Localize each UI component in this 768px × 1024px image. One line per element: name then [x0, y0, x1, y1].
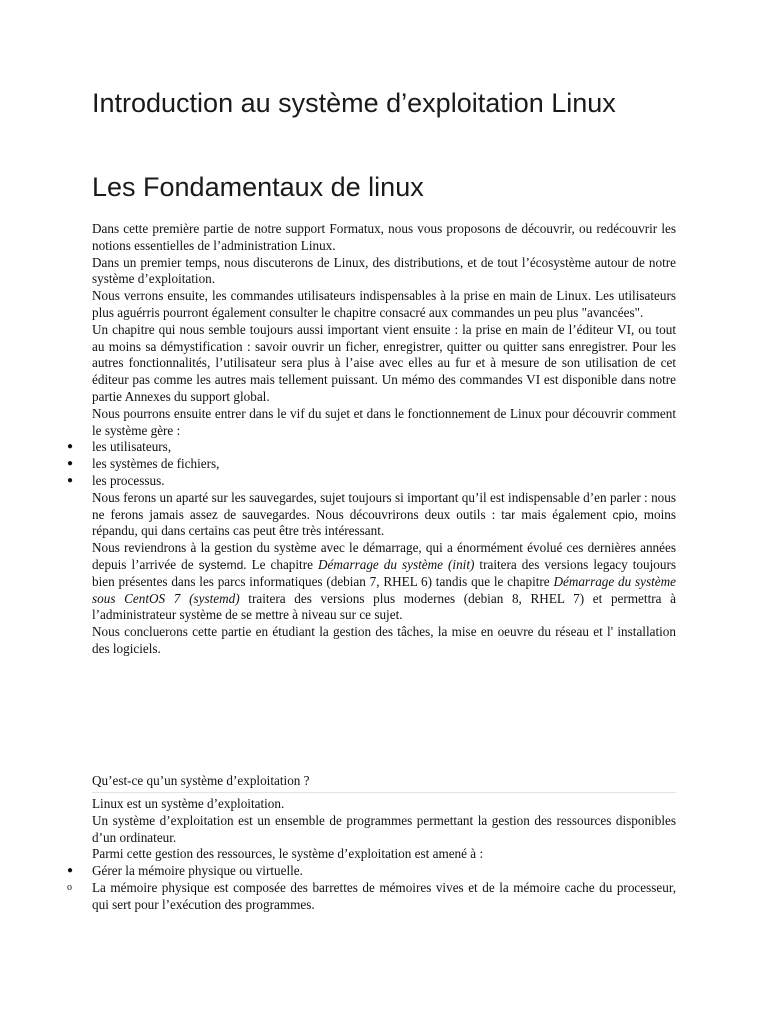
resources-list: [67, 863, 676, 913]
intro-paragraph: Dans cette première partie de notre support Formatux, nous vous proposons de découvrir, ou redécouvrir les notions essentielles de l’administration Linux.: [92, 221, 676, 253]
intro-paragraph: Un chapitre qui nous semble toujours aussi important vient ensuite : la prise en main de l’éditeur VI, ou tout au moins sa démystification : savoir ouvrir un ficher, enregistrer, quitter ou quitter sans enregistrer. Pour les autres fonctionnalités, l’utilisateur sera plus à l’aise avec elles au fur et à mesure de son utilisation de cet éditeur pas comme les autres mais tellement puissant. Un mémo des commandes VI est disponible dans notre partie Annexes du support global.: [92, 321, 676, 404]
bullet-icon: ●: [67, 474, 74, 486]
intro-paragraph: Dans un premier temps, nous discuterons de Linux, des distributions, et de tout l’écosystème autour de notre système d’exploitation.: [92, 254, 676, 287]
system-topics-list: [67, 439, 676, 489]
intro-paragraph: Nous pourrons ensuite entrer dans le vif du sujet et dans le fonctionnement de Linux pour découvrir comment le système gère :: [92, 405, 676, 438]
section-paragraph: Un système d’exploitation est un ensemble de programmes permettant la gestion des ressources disponibles d’un ordinateur.: [92, 812, 676, 845]
list-item: ● Gérer la mémoire physique ou virtuelle.: [67, 863, 303, 879]
section-paragraph: Parmi cette gestion des ressources, le système d’exploitation est amené à :: [92, 846, 484, 862]
section-paragraph: Linux est un système d’exploitation.: [92, 796, 285, 811]
hollow-bullet-icon: o: [67, 881, 72, 893]
cpio-code: cpio: [612, 507, 635, 522]
intro-paragraph: Nous concluerons cette partie en étudiant la gestion des tâches, la mise en oeuvre du réseau et l' installation des logiciels.: [92, 624, 676, 656]
bullet-icon: ●: [67, 441, 74, 453]
systemd-code: systemd: [198, 557, 244, 572]
chapter-link-systemd[interactable]: Démarrage du système sous CentOS 7 (systemd): [92, 573, 676, 606]
intro-body: [67, 221, 677, 658]
section-heading: Qu’est-ce qu’un système d’exploitation ?: [92, 773, 676, 793]
tar-code: tar: [501, 507, 516, 522]
bullet-icon: ●: [67, 865, 74, 877]
intro-paragraph: Nous verrons ensuite, les commandes utilisateurs indispensables à la prise en main de Linux. Les utilisateurs plus aguérris pourront également consulter le chapitre consacré aux commandes un peu plus "avancées".: [92, 288, 676, 320]
document-subtitle: Les Fondamentaux de linux: [92, 172, 424, 202]
document-title: Introduction au système d’exploitation Linux: [92, 88, 616, 118]
list-item: ● les processus.: [67, 472, 165, 488]
list-item: ● les utilisateurs,: [67, 439, 172, 455]
chapter-link-init[interactable]: Démarrage du système (init): [317, 556, 475, 572]
list-item: ● les systèmes de fichiers,: [67, 456, 220, 472]
backup-paragraph: Nous ferons un aparté sur les sauvegardes, sujet toujours si important qu’il est indispensable d’en parler : nous ne ferons jamais assez de sauvegardes. Nous découvrirons deux outils : tar mais également cpio, moins répandu, qui dans certains cas peut être très intéressant.: [92, 489, 677, 539]
list-item: o La mémoire physique est composée des barrettes de mémoires vives et de la mémoire cache du processeur, qui sert pour l’exécution des programmes.: [67, 879, 676, 912]
bullet-icon: ●: [67, 458, 74, 470]
section-body: [67, 796, 676, 914]
boot-paragraph: Nous reviendrons à la gestion du système avec le démarrage, qui a énormément évolué ces dernières années depuis l’arrivée de systemd. Le chapitre Démarrage du système (init) traitera des versions legacy toujours bien présentes dans les parcs informatiques (debian 7, RHEL 6) tandis que le chapitre Démarrage du système sous CentOS 7 (systemd) traitera des versions plus modernes (debian 8, RHEL 7) et permettra à l’administrateur système de se mettre à niveau sur ce sujet.: [92, 540, 676, 623]
